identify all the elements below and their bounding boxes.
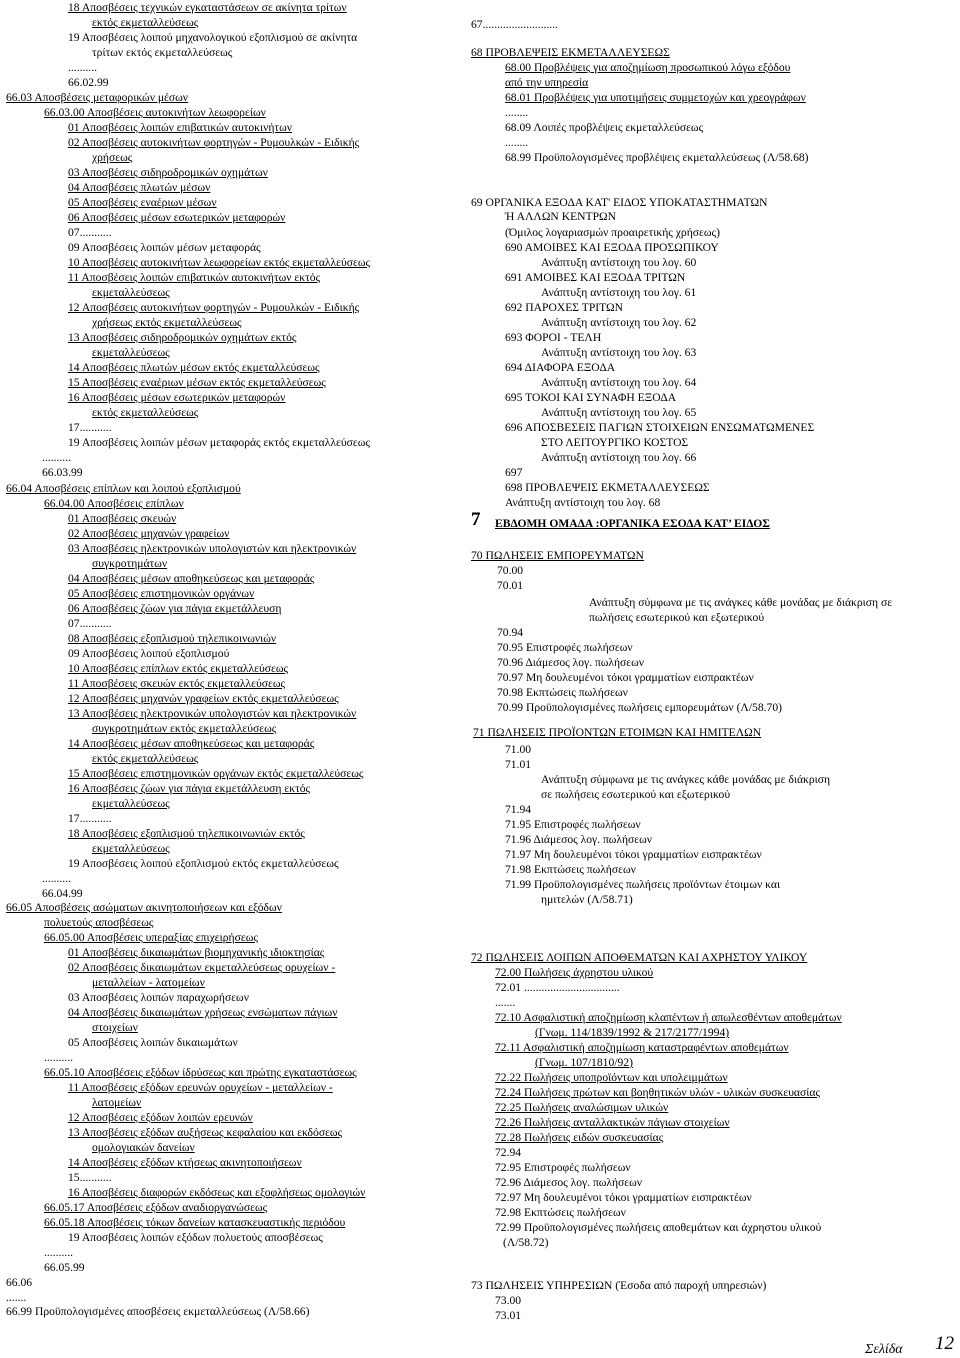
left-line-3: τρίτων εκτός εκμεταλλεύσεως xyxy=(92,46,233,59)
left-line-29: 19 Αποσβέσεις λοιπών μέσων μεταφοράς εκτός εκμεταλλεύσεως xyxy=(68,436,370,449)
left-line-87: 66.99 Προϋπολογισμένες αποσβέσεις εκμεταλλεύσεως (Λ/58.66) xyxy=(6,1305,310,1318)
left-line-11: 03 Αποσβέσεις σιδηροδρομικών οχημάτων xyxy=(68,166,268,179)
right-line-31: ΕΒΔΟΜΗ ΟΜΑΔΑ :ΟΡΓΑΝΙΚΑ ΕΣΟΔΑ ΚΑΤ’ ΕΙΔΟΣ xyxy=(495,517,770,530)
right-line-59: 72.10 Ασφαλιστική αποζημίωση κλαπέντων ή απωλεσθέντων αποθεμάτων xyxy=(495,1011,842,1024)
right-line-72: 72.98 Εκπτώσεις πωλήσεων xyxy=(495,1206,626,1219)
right-line-28: 698 ΠΡΟΒΛΕΨΕΙΣ ΕΚΜΕΤΑΛΛΕΥΣΕΩΣ xyxy=(505,481,710,494)
right-line-73: 72.99 Προϋπολογισμένες πωλήσεις αποθεμάτων και άχρηστου υλικού xyxy=(495,1221,822,1234)
left-line-10: χρήσεως xyxy=(92,151,133,164)
left-line-5: 66.02.99 xyxy=(68,76,109,89)
left-line-85: 66.06 xyxy=(6,1276,33,1289)
right-line-37: 70.94 xyxy=(497,626,524,639)
right-line-30: 7 xyxy=(471,509,481,530)
right-line-61: 72.11 Ασφαλιστική αποζημίωση καταστραφέντων αποθεμάτων xyxy=(495,1041,789,1054)
right-line-55: 72 ΠΩΛΗΣΕΙΣ ΛΟΙΠΩΝ ΑΠΟΘΕΜΑΤΩΝ ΚΑΙ ΑΧΡΗΣΤΟΥ ΥΛΙΚΟΥ xyxy=(471,951,808,964)
right-line-6: 68.09 Λοιπές προβλέψεις εκμεταλλεύσεως xyxy=(505,121,704,134)
right-line-62: (Γνωμ. 107/1810/92) xyxy=(535,1056,633,1069)
right-line-70: 72.96 Διάμεσος λογ. πωλήσεων xyxy=(495,1176,643,1189)
left-line-60: 66.05 Αποσβέσεις ασώματων ακινητοποιήσεων και εξόδων xyxy=(6,901,282,914)
left-line-79: 16 Αποσβέσεις διαφορών εκδόσεως και εξοφλήσεως ομολογιών xyxy=(68,1186,366,1199)
right-line-21: Ανάπτυξη αντίστοιχη του λογ. 64 xyxy=(541,376,697,389)
right-line-22: 695 ΤΟΚΟΙ ΚΑΙ ΣΥΝΑΦΗ ΕΞΟΔΑ xyxy=(505,391,677,404)
right-line-18: 693 ΦΟΡΟΙ - ΤΕΛΗ xyxy=(505,331,602,344)
left-line-49: 14 Αποσβέσεις μέσων αποθηκεύσεως και μεταφοράς xyxy=(68,737,315,750)
right-line-12: 690 ΑΜΟΙΒΕΣ ΚΑΙ ΕΞΟΔΑ ΠΡΟΣΩΠΙΚΟΥ xyxy=(505,241,719,254)
right-line-47: σε πωλήσεις εσωτερικού και εξωτερικού xyxy=(541,788,731,801)
left-line-86: ....... xyxy=(6,1291,27,1304)
left-line-6: 66.03 Αποσβέσεις μεταφορικών μέσων xyxy=(6,91,189,104)
left-line-76: ομολογιακών δανείων xyxy=(92,1141,195,1154)
left-line-4: .......... xyxy=(68,61,97,74)
left-line-12: 04 Αποσβέσεις πλωτών μέσων xyxy=(68,181,211,194)
right-line-15: Ανάπτυξη αντίστοιχη του λογ. 61 xyxy=(541,286,697,299)
right-line-48: 71.94 xyxy=(505,803,532,816)
right-line-42: 70.99 Προϋπολογισμένες πωλήσεις εμπορευμάτων (Λ/58.70) xyxy=(497,701,783,714)
left-line-28: 17........... xyxy=(68,421,112,434)
left-line-71: 66.05.10 Αποσβέσεις εξόδων ίδρύσεως και πρώτης εγκαταστάσεως xyxy=(44,1066,357,1079)
right-line-69: 72.95 Επιστροφές πωλήσεων xyxy=(495,1161,631,1174)
right-line-8: 68.99 Προϋπολογισμένες προβλέψεις εκμεταλλεύσεως (Λ/58.68) xyxy=(505,151,809,164)
right-line-11: (Όμιλος λογαριασμών προαιρετικής χρήσεως) xyxy=(505,226,720,239)
left-line-24: 14 Αποσβέσεις πλωτών μέσων εκτός εκμεταλλεύσεως xyxy=(68,361,320,374)
left-line-72: 11 Αποσβέσεις εξόδων ερευνών ορυχείων - μεταλλείων - xyxy=(68,1081,333,1094)
right-line-49: 71.95 Επιστροφές πωλήσεων xyxy=(505,818,641,831)
left-line-58: .......... xyxy=(42,872,71,885)
right-line-45: 71.01 xyxy=(505,758,532,771)
left-line-74: 12 Αποσβέσεις εξόδων λοιπών ερευνών xyxy=(68,1111,253,1124)
left-line-9: 02 Αποσβέσεις αυτοκινήτων φορτηγών - Ρυμουλκών - Ειδικής xyxy=(68,136,360,149)
left-line-84: 66.05.99 xyxy=(44,1261,85,1274)
left-line-80: 66.05.17 Αποσβέσεις εξόδων αναδιοργανώσεως xyxy=(44,1201,268,1214)
right-line-46: Ανάπτυξη σύμφωνα με τις ανάγκες κάθε μονάδας με διάκριση xyxy=(541,773,831,786)
left-line-40: 06 Αποσβέσεις ζώων για πάγια εκμετάλλευση xyxy=(68,602,282,615)
right-line-74: (Λ/58.72) xyxy=(503,1236,549,1249)
right-line-33: 70.00 xyxy=(497,564,524,577)
left-line-50: εκτός εκμεταλλεύσεως xyxy=(92,752,199,765)
right-line-36: πωλήσεις εσωτερικού και εξωτερικού xyxy=(589,611,765,624)
right-line-0: 67.......................... xyxy=(471,18,558,31)
left-line-41: 07........... xyxy=(68,617,112,630)
left-line-42: 08 Αποσβέσεις εξοπλισμού τηλεπικοινωνιών xyxy=(68,632,277,645)
left-line-27: εκτός εκμεταλλεύσεως xyxy=(92,406,199,419)
right-line-39: 70.96 Διάμεσος λογ. πωλήσεων xyxy=(497,656,645,669)
left-line-23: εκμεταλλεύσεως xyxy=(92,346,170,359)
left-line-17: 10 Αποσβέσεις αυτοκινήτων λεωφορείων εκτός εκμεταλλεύσεως xyxy=(68,256,371,269)
right-line-17: Ανάπτυξη αντίστοιχη του λογ. 62 xyxy=(541,316,697,329)
left-line-26: 16 Αποσβέσεις μέσων εσωτερικών μεταφορών xyxy=(68,391,286,404)
left-line-78: 15........... xyxy=(68,1171,112,1184)
left-line-30: .......... xyxy=(42,451,71,464)
left-line-31: 66.03.99 xyxy=(42,466,83,479)
left-line-70: .......... xyxy=(44,1051,73,1064)
right-line-52: 71.98 Εκπτώσεις πωλήσεων xyxy=(505,863,636,876)
right-line-10: Ή ΑΛΛΩΝ ΚΕΝΤΡΩΝ xyxy=(505,210,617,223)
left-line-69: 05 Αποσβέσεις λοιπών δικαιωμάτων xyxy=(68,1036,238,1049)
left-line-45: 11 Αποσβέσεις σκευών εκτός εκμεταλλεύσεως xyxy=(68,677,286,690)
left-line-81: 66.05.18 Αποσβέσεις τόκων δανείων κατασκευαστικής περιόδου xyxy=(44,1216,346,1229)
left-line-18: 11 Αποσβέσεις λοιπών επιβατικών αυτοκινήτων εκτός xyxy=(68,271,321,284)
left-line-46: 12 Αποσβέσεις μηχανών γραφείων εκτός εκμεταλλεύσεως xyxy=(68,692,339,705)
right-line-44: 71.00 xyxy=(505,743,532,756)
right-line-2: 68.00 Προβλέψεις για αποζημίωση προσωπικού λόγω εξόδου xyxy=(505,61,791,74)
left-line-16: 09 Αποσβέσεις λοιπών μέσων μεταφοράς xyxy=(68,241,261,254)
left-line-51: 15 Αποσβέσεις επιστημονικών οργάνων εκτός εκμεταλλεύσεως xyxy=(68,767,364,780)
left-line-66: 03 Αποσβέσεις λοιπών παραχωρήσεων xyxy=(68,991,249,1004)
left-line-33: 66.04.00 Αποσβέσεις επίπλων xyxy=(44,497,184,510)
left-line-56: εκμεταλλεύσεως xyxy=(92,842,170,855)
left-line-8: 01 Αποσβέσεις λοιπών επιβατικών αυτοκινήτων xyxy=(68,121,292,134)
left-line-62: 66.05.00 Αποσβέσεις υπεραξίας επιχειρήσεως xyxy=(44,931,258,944)
left-line-67: 04 Αποσβέσεις δικαιωμάτων χρήσεως ενσώματων πάγιων xyxy=(68,1006,338,1019)
right-line-71: 72.97 Μη δουλευμένοι τόκοι γραμματίων εισπρακτέων xyxy=(495,1191,752,1204)
right-line-76: 73.00 xyxy=(495,1294,522,1307)
left-line-57: 19 Αποσβέσεις λοιπού εξοπλισμού εκτός εκμεταλλεύσεως xyxy=(68,857,339,870)
right-line-56: 72.00 Πωλήσεις άχρηστου υλικού xyxy=(495,966,654,979)
right-line-58: ....... xyxy=(495,996,516,1009)
right-line-65: 72.25 Πωλήσεις αναλώσιμων υλικών xyxy=(495,1101,669,1114)
left-line-25: 15 Αποσβέσεις εναέριων μέσων εκτός εκμεταλλεύσεως xyxy=(68,376,326,389)
page-label: Σελίδα xyxy=(865,1342,903,1357)
left-line-73: λατομείων xyxy=(92,1096,142,1109)
right-line-25: ΣΤΟ ΛΕΙΤΟΥΡΓΙΚΟ ΚΟΣΤΟΣ xyxy=(541,436,689,449)
right-line-75: 73 ΠΩΛΗΣΕΙΣ ΥΠΗΡΕΣΙΩΝ (Έσοδα από παροχή υπηρεσιών) xyxy=(471,1279,767,1292)
right-line-9: 69 ΟΡΓΑΝΙΚΑ ΕΞΟΔΑ ΚΑΤ' ΕΙΔΟΣ ΥΠΟΚΑΤΑΣΤΗΜΑΤΩΝ xyxy=(471,196,768,209)
left-line-19: εκμεταλλεύσεως xyxy=(92,286,170,299)
right-line-43: 71 ΠΩΛΗΣΕΙΣ ΠΡΟΪΟΝΤΩΝ ΕΤΟΙΜΩΝ ΚΑΙ ΗΜΙΤΕΛΩΝ xyxy=(473,726,762,739)
right-line-66: 72.26 Πωλήσεις ανταλλακτικών πάγιων στοιχείων xyxy=(495,1116,730,1129)
left-line-2: 19 Αποσβέσεις λοιπού μηχανολογικού εξοπλισμού σε ακίνητα xyxy=(68,31,358,44)
right-line-60: (Γνωμ. 114/1839/1992 & 217/2177/1994) xyxy=(535,1026,730,1039)
right-line-35: Ανάπτυξη σύμφωνα με τις ανάγκες κάθε μονάδας με διάκριση σε xyxy=(589,596,893,609)
left-line-38: 04 Αποσβέσεις μέσων αποθηκεύσεως και μεταφοράς xyxy=(68,572,315,585)
left-line-1: εκτός εκμεταλλεύσεως xyxy=(92,16,199,29)
left-line-21: χρήσεως εκτός εκμεταλλεύσεως xyxy=(92,316,242,329)
left-line-35: 02 Αποσβέσεις μηχανών γραφείων xyxy=(68,527,230,540)
left-line-34: 01 Αποσβέσεις σκευών xyxy=(68,512,177,525)
left-line-32: 66.04 Αποσβέσεις επίπλων και λοιπού εξοπλισμού xyxy=(6,482,241,495)
right-line-1: 68 ΠΡΟΒΛΕΨΕΙΣ ΕΚΜΕΤΑΛΛΕΥΣΕΩΣ xyxy=(471,46,670,59)
right-line-26: Ανάπτυξη αντίστοιχη του λογ. 66 xyxy=(541,451,697,464)
left-line-15: 07........... xyxy=(68,226,112,239)
right-line-14: 691 ΑΜΟΙΒΕΣ ΚΑΙ ΕΞΟΔΑ ΤΡΙΤΩΝ xyxy=(505,271,686,284)
left-line-13: 05 Αποσβέσεις εναέριων μέσων xyxy=(68,196,217,209)
left-line-83: .......... xyxy=(44,1246,73,1259)
right-line-13: Ανάπτυξη αντίστοιχη του λογ. 60 xyxy=(541,256,697,269)
right-line-53: 71.99 Προϋπολογισμένες πωλήσεις προϊόντων έτοιμων και xyxy=(505,878,781,891)
right-line-38: 70.95 Επιστροφές πωλήσεων xyxy=(497,641,633,654)
right-line-64: 72.24 Πωλήσεις πρώτων και βοηθητικών υλών - υλικών συσκευασίας xyxy=(495,1086,821,1099)
right-line-27: 697 xyxy=(505,466,523,479)
right-line-29: Ανάπτυξη αντίστοιχη του λογ. 68 xyxy=(505,496,661,509)
right-line-5: ........ xyxy=(505,106,529,119)
right-line-77: 73.01 xyxy=(495,1309,522,1322)
page-number: 12 xyxy=(935,1333,954,1354)
right-line-50: 71.96 Διάμεσος λογ. πωλήσεων xyxy=(505,833,653,846)
right-line-3: από την υπηρεσία xyxy=(505,76,589,89)
left-line-77: 14 Αποσβέσεις εξόδων κτήσεως ακινητοποιήσεων xyxy=(68,1156,302,1169)
left-line-0: 18 Αποσβέσεις τεχνικών εγκαταστάσεων σε ακίνητα τρίτων xyxy=(68,1,347,14)
left-line-36: 03 Αποσβέσεις ηλεκτρονικών υπολογιστών και ηλεκτρονικών xyxy=(68,542,357,555)
right-line-54: ημιτελών (Λ/58.71) xyxy=(541,893,633,906)
left-line-22: 13 Αποσβέσεις σιδηροδρομικών οχημάτων εκτός xyxy=(68,331,297,344)
right-line-23: Ανάπτυξη αντίστοιχη του λογ. 65 xyxy=(541,406,697,419)
right-line-20: 694 ΔΙΑΦΟΡΑ ΕΞΟΔΑ xyxy=(505,361,616,374)
right-line-68: 72.94 xyxy=(495,1146,522,1159)
left-line-14: 06 Αποσβέσεις μέσων εσωτερικών μεταφορών xyxy=(68,211,286,224)
right-line-7: ........ xyxy=(505,136,529,149)
left-line-43: 09 Αποσβέσεις λοιπού εξοπλισμού xyxy=(68,647,230,660)
right-line-51: 71.97 Μη δουλευμένοι τόκοι γραμματίων εισπρακτέων xyxy=(505,848,762,861)
right-line-63: 72.22 Πωλήσεις υποπροϊόντων και υπολειμμάτων xyxy=(495,1071,728,1084)
left-line-53: εκμεταλλεύσεως xyxy=(92,797,170,810)
left-line-7: 66.03.00 Αποσβέσεις αυτοκινήτων λεωφορείων xyxy=(44,106,266,119)
left-line-68: στοιχείων xyxy=(92,1021,138,1034)
left-line-20: 12 Αποσβέσεις αυτοκινήτων φορτηγών - Ρυμουλκών - Ειδικής xyxy=(68,301,360,314)
left-line-64: 02 Αποσβέσεις δικαιωμάτων εκμεταλλεύσεως ορυχείων - xyxy=(68,961,336,974)
left-line-59: 66.04.99 xyxy=(42,887,83,900)
right-line-67: 72.28 Πωλήσεις ειδών συσκευασίας xyxy=(495,1131,664,1144)
right-line-57: 72.01 ................................. xyxy=(495,981,620,994)
left-line-63: 01 Αποσβέσεις δικαιωμάτων βιομηχανικής ιδιοκτησίας xyxy=(68,946,325,959)
left-line-61: πολυετούς αποσβέσεως xyxy=(44,916,154,929)
left-line-48: συγκροτημάτων εκτός εκμεταλλεύσεως xyxy=(92,722,277,735)
left-line-39: 05 Αποσβέσεις επιστημονικών οργάνων xyxy=(68,587,255,600)
right-line-19: Ανάπτυξη αντίστοιχη του λογ. 63 xyxy=(541,346,697,359)
right-line-32: 70 ΠΩΛΗΣΕΙΣ ΕΜΠΟΡΕΥΜΑΤΩΝ xyxy=(471,549,644,562)
right-line-16: 692 ΠΑΡΟΧΕΣ ΤΡΙΤΩΝ xyxy=(505,301,623,314)
left-line-44: 10 Αποσβέσεις επίπλων εκτός εκμεταλλεύσεως xyxy=(68,662,289,675)
right-line-41: 70.98 Εκπτώσεις πωλήσεων xyxy=(497,686,628,699)
left-line-82: 19 Αποσβέσεις λοιπών εξόδων πολυετούς αποσβέσεως xyxy=(68,1231,323,1244)
left-line-65: μεταλλείων - λατομείων xyxy=(92,976,205,989)
left-line-55: 18 Αποσβέσεις εξοπλισμού τηλεπικοινωνιών εκτός xyxy=(68,827,305,840)
left-line-52: 16 Αποσβέσεις ζώων για πάγια εκμετάλλευση εκτός xyxy=(68,782,311,795)
right-line-34: 70.01 xyxy=(497,579,524,592)
left-line-54: 17........... xyxy=(68,812,112,825)
right-line-4: 68.01 Προβλέψεις για υποτιμήσεις συμμετοχών και χρεογράφων xyxy=(505,91,806,104)
left-line-75: 13 Αποσβέσεις εξόδων αυξήσεως κεφαλαίου και εκδόσεως xyxy=(68,1126,343,1139)
left-line-37: συγκροτημάτων xyxy=(92,557,168,570)
right-line-24: 696 ΑΠΟΣΒΕΣΕΙΣ ΠΑΓΙΩΝ ΣΤΟΙΧΕΙΩΝ ΕΝΣΩΜΑΤΩΜΕΝΕΣ xyxy=(505,421,815,434)
left-line-47: 13 Αποσβέσεις ηλεκτρονικών υπολογιστών και ηλεκτρονικών xyxy=(68,707,357,720)
right-line-40: 70.97 Μη δουλευμένοι τόκοι γραμματίων εισπρακτέων xyxy=(497,671,754,684)
